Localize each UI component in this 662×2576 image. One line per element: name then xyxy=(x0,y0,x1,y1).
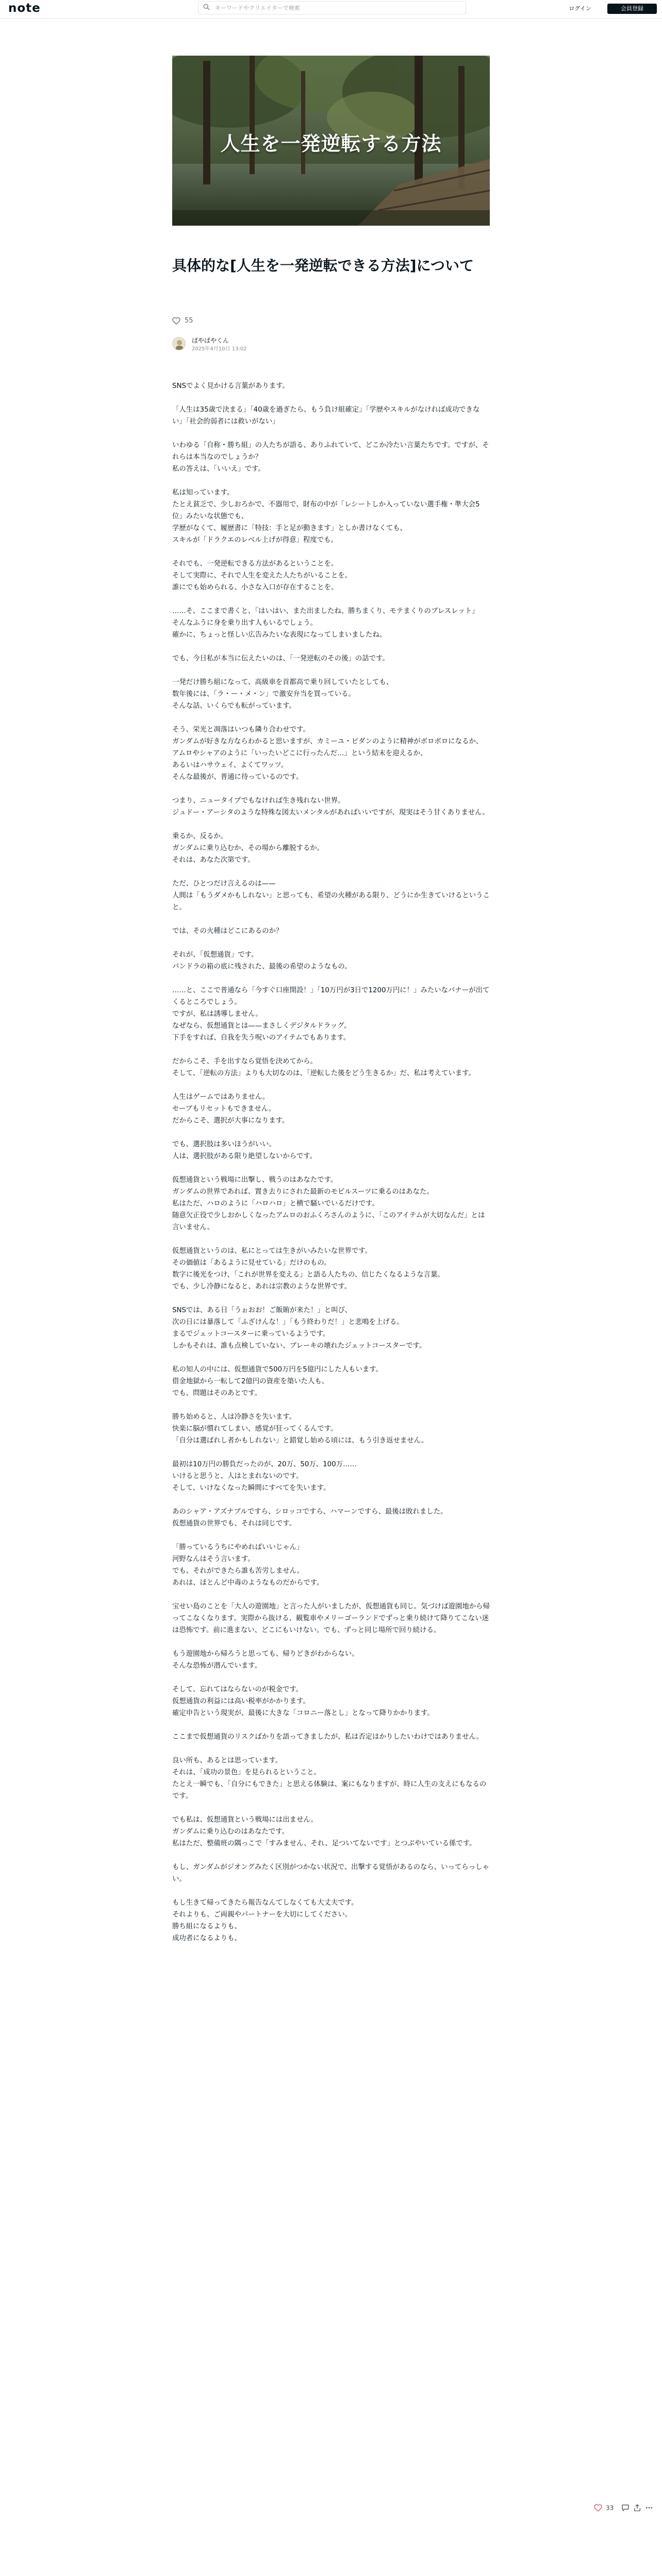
login-button[interactable]: ログイン xyxy=(569,5,591,12)
share-icon[interactable] xyxy=(633,2504,641,2512)
more-icon[interactable] xyxy=(645,2504,653,2512)
article-paragraph: ……そ、ここまで書くと、「はいはい、また出ましたね、勝ちまくり、モテまくりのブレスレット」 そんなふうに身を乗り出す人もいるでしょう。 確かに、ちょっと怪しい広告みたいな表現になってしまいましたね。 xyxy=(172,607,479,639)
publish-date: 2025年4月10日 13:02 xyxy=(192,346,247,352)
article-paragraph: 勝ち始めると、人は冷静さを失います。 快楽に脳が慣れてしまい、感覚が狂ってくるんです。 「自分は選ばれし者かもしれない」と錯覚し始める頃には、もう引き返せません。 xyxy=(172,1413,428,1445)
article-paragraph: それが、「仮想通貨」です。 パンドラの箱の底に残された、最後の希望のようなもの。 xyxy=(172,951,352,971)
note-logo[interactable]: note xyxy=(8,2,41,15)
article-paragraph: 人生はゲームではありません。 セーブもリセットもできません。 だからこそ、選択が大事になります。 xyxy=(172,1093,289,1125)
like-row xyxy=(172,315,193,326)
search-icon xyxy=(203,4,210,10)
article-paragraph: 私の知人の中には、仮想通貨で500万円を5億円にした人もいます。 借金地獄から一転して2億円の資産を築いた人も。 でも、問題はそのあとです。 xyxy=(172,1366,383,1397)
article-paragraph: 宝せい島のことを「大人の遊園地」と言った人がいましたが、仮想通貨も同じ。気づけば遊園地から帰ってこなくなります。実際から抜ける、観覧車やメリーゴーランドでずっと乗り続けて降りてこない迷は恐怖です。前に進まない、どこにもいけない。でも、ずっと同じ場所で回り続ける。 xyxy=(172,1603,490,1634)
article-paragraph: でも、今日私が本当に伝えたいのは、「一発逆転のその後」の話です。 xyxy=(172,655,389,663)
article-paragraph: 良い所も、あるとは思っています。 それは、「成功の景色」を見られるということ。 たとえ一瞬でも、「自分にもできた」と思える体験は、案にもなりますが、時に人生の支えにもなるのです。 xyxy=(172,1757,487,1800)
article-paragraph: 一発だけ勝ち組になって、高級車を首都高で乗り回していたとしても、 数年後には、「ラ・ー・メ・ン」で激安弁当を買っている。 そんな話、いくらでも転がっています。 xyxy=(172,679,393,710)
article-paragraph: それでも、一発逆転できる方法があるということを。 そして実際に、それで人生を変えた人たちがいることを。 誰にでも始められる、小さな入口が存在することを。 xyxy=(172,560,352,591)
article-paragraph: あのシャア・アズナブルですら、シロッコですら、ハマーンですら、最後は敗れました。 仮想通貨の世界でも、それは同じです。 xyxy=(172,1508,448,1528)
article-paragraph: もし、ガンダムがジオングみたく区別がつかない状況で、出撃する覚悟があるのなら、いってらっしゃい。 xyxy=(172,1863,489,1883)
article-paragraph: 「人生は35歳で決まる」「40歳を過ぎたら、もう負け組確定」「学歴やスキルがなければ成功できない」「社会的弱者には救いがない」 xyxy=(172,406,480,426)
article-paragraph: つまり、ニュータイプでもなければ生き残れない世界。 ジュドー・アーシタのような特殊な図太いメンタルがあればいいですが、現実はそう甘くありません。 xyxy=(172,797,489,817)
author-name[interactable]: ぱやぱやくん xyxy=(192,337,229,344)
like-count[interactable]: 33 xyxy=(606,2504,614,2512)
article-paragraph: そう、栄光と凋落はいつも隣り合わせです。 ガンダムが好きな方ならわかると思いますが、カミーユ・ビダンのように精神がボロボロになるか、 アムロやシャアのように「いったいどこに行ったんだ…」という結末を迎えるか、 あるいはハサウェイ、よくてワッツ。 そんな最後が、普通に待っているのです。 xyxy=(172,726,483,781)
article-paragraph: 最初は10万円の勝負だったのが、20万、50万、100万…… いけると思うと、人はとまれないのです。 そして、いけなくなった瞬間にすべてを失います。 xyxy=(172,1461,357,1492)
signup-button[interactable]: 会員登録 xyxy=(607,4,657,14)
article-paragraph: そして、忘れてはならないのが税金です。 仮想通貨の利益には高い税率がかかります。 確定申告という現実が、最後に大きな「コロニー落とし」となって降りかかります。 xyxy=(172,1686,434,1717)
article-paragraph: ……と、ここで普通なら「今すぐ口座開設！」「10万円が3日で1200万円に！」みたいなバナーが出てくるところでしょう。 ですが、私は誘導しません。 なぜなら、仮想通貨とは——まさしくデジタルドラッグ。 下手をすれば、自我を失う呪いのアイテムでもあります。 xyxy=(172,987,490,1042)
article-paragraph: でも、選択肢は多いほうがいい。 人は、選択肢がある限り絶望しないからです。 xyxy=(172,1141,317,1160)
article-paragraph: もし生きて帰ってきたら報告なんてしなくても大丈夫です。 それよりも、ご両親やパートナーを大切にしてください。 勝ち組になるよりも、 成功者になるよりも、 xyxy=(172,1899,358,1942)
article-paragraph: では、その火種はどこにあるのか？ xyxy=(172,927,283,935)
article-paragraph: ここまで仮想通貨のリスクばかりを語ってきましたが、私は否定はかりしたいわけではありません。 xyxy=(172,1733,484,1741)
like-count[interactable]: 55 xyxy=(185,316,193,325)
search-input[interactable] xyxy=(215,3,457,12)
article-paragraph: いわゆる「自称・勝ち組」の人たちが語る、ありふれていて、どこか冷たい言葉たちです。ですが、それらは本当なのでしょうか？ 私の答えは、「いいえ」です。 xyxy=(172,442,489,473)
article-paragraph: 仮想通貨というのは、私にとっては生きがいみたいな世界です。 その価値は「あるように見せている」だけのもの。 数字に後光をつけ、「これが世界を変える」と語る人たちの、信じたくなるような言葉。 でも、少し冷静になると、あれは宗教のような世界です。 xyxy=(172,1247,444,1291)
article-paragraph: だからこそ、手を出すなら覚悟を決めてから。 そして、「逆転の方法」よりも大切なのは、「逆転した後をどう生きるか」だ、私は考えています。 xyxy=(172,1058,475,1077)
article-body xyxy=(172,380,490,1956)
hero-title: 人生を一発逆転する方法 xyxy=(220,132,442,155)
article-title: 具体的な[人生を一発逆転できる方法]について xyxy=(172,257,474,274)
floating-actions xyxy=(594,2504,653,2512)
heart-icon[interactable] xyxy=(594,2504,602,2512)
article-paragraph: もう遊園地から帰ろうと思っても、帰りどきがわからない。 そんな恐怖が潜んでいます。 xyxy=(172,1650,359,1670)
top-bar xyxy=(0,0,662,19)
article-paragraph: SNSでよく見かける言葉があります。 xyxy=(172,382,289,390)
heart-icon[interactable] xyxy=(172,317,180,325)
article-paragraph: でも私は、仮想通貨という戦場には出ません。 ガンダムに乗り込むのはあなたです。 私はただ、整備班の隅っこで「すみません、それ、足ついてないです」とつぶやいている係です。 xyxy=(172,1816,476,1848)
article-paragraph: ただ、ひとつだけ言えるのは—— 人間は「もうダメかもしれない」と思っても、希望の火種がある限り、どうにか生きていけるということ。 xyxy=(172,880,490,911)
search-box[interactable] xyxy=(198,1,466,14)
article-paragraph: 仮想通貨という戦場に出撃し、戦うのはあなたです。 ガンダムの世界であれば、置き去りにされた最新のモビルスーツに乗るのはあなた。 私はただ、ハロのように「ハロハロ」と横で騒いでいるだけです。 随意欠正役で少しおかしくなったアムロのおふくろさんのように、「このアイテムが大切なんだ」とは言いません。 xyxy=(172,1176,485,1231)
hero-image xyxy=(172,56,490,226)
article-paragraph: SNSでは、ある日「うぉおお！ご飯賄が来た！」と叫び、 次の日には暴落して「ふざけんな！」「もう終わりだ！」と悲鳴を上げる。 まるでジェットコースターに乗っているようです。 しかもそれは、誰も点検していない、ブレーキの壊れたジェットコースターです。 xyxy=(172,1307,426,1350)
avatar[interactable] xyxy=(172,337,186,350)
article-paragraph: 「勝っているうちにやめればいいじゃん」 河野なんはそう言います。 でも、それができたら誰も苦労しません。 あれは、ほとんど中毒のようなものだからです。 xyxy=(172,1544,324,1587)
article-paragraph: 私は知っています。 たとえ貧乏で、少しおろかで、不器用で、財布の中が「レシートしか入っていない選手権・準大会5位」みたいな状態でも、 学歴がなくて、履歴書に「特技：手と足が動きます」としか書けなくても、 スキルが「ドラクエのレベル上げが得意」程度でも。 xyxy=(172,489,480,544)
comment-icon[interactable] xyxy=(621,2504,630,2512)
article-paragraph: 乗るか、反るか。 ガンダムに乗り込むか、その場から離脱するか。 それは、あなた次第です。 xyxy=(172,833,324,864)
